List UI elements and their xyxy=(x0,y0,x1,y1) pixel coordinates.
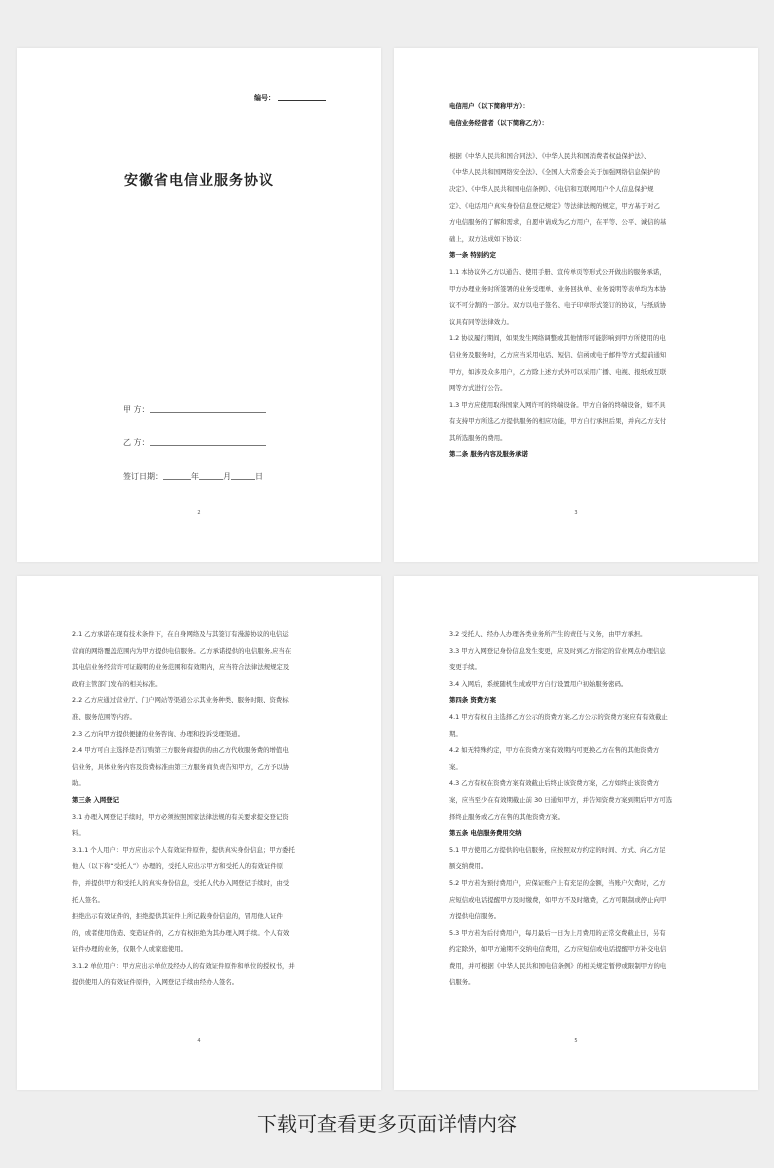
section-heading: 第二条 服务内容及服务承诺 xyxy=(449,450,528,459)
section-heading: 第五条 电信服务费用交纳 xyxy=(449,829,522,838)
page-number: 4 xyxy=(197,1038,201,1044)
text-line: 的，或者使用伪造、变造证件的，乙方有权拒绝为其办理入网手续。个人有效 xyxy=(72,928,290,937)
text-line: 甲方办理业务时所签署的业务受理单、业务回执单、业务说明等表单均为本协 xyxy=(449,284,667,293)
text-line: 约定除外，如甲方逾期不交纳电信费用，乙方应短信或电话提醒甲方补交电信 xyxy=(449,945,667,954)
text-line: 营商的网络覆盖范围内为甲方提供电信服务。乙方承诺提供的电信服务,应当在 xyxy=(72,646,292,655)
page-number: 3 xyxy=(574,510,578,516)
text-line: 额交纳费用。 xyxy=(449,862,488,871)
text-line: 准、服务范围等内容。 xyxy=(72,712,136,721)
text-line: 费用，并可根据《中华人民共和国电信条例》的相关规定暂停或限制甲方的电 xyxy=(449,961,667,970)
text-line: 5.2 甲方若为预付费用户，应保证账户上有充足的金额，当账户欠费时，乙方 xyxy=(449,878,666,887)
text-line: 政府主管部门发布的相关标准。 xyxy=(72,679,162,688)
section-heading: 第四条 资费方案 xyxy=(449,696,496,705)
party-a-line xyxy=(150,412,266,413)
text-line: 其所选服务的费用。 xyxy=(449,433,507,442)
text-line: 5.3 甲方若为后付费用户，每月最后一日为上月费用的正常交费截止日，另有 xyxy=(449,928,666,937)
text-line: 2.3 乙方向甲方提供便捷的业务咨询、办理和投诉受理渠道。 xyxy=(72,729,244,738)
text-line: 方提供电信服务。 xyxy=(449,912,501,921)
text-line: 2.1 乙方承诺在现有技术条件下，在自身网络及与其签订有漫游协议的电信运 xyxy=(72,630,289,638)
section-heading: 第一条 特别约定 xyxy=(449,251,496,260)
text-line: 其电信业务经营许可证载明的业务范围和有效期内，应当符合法律法规规定及 xyxy=(72,663,290,672)
text-line: 信业务，具体业务内容及资费标准由第三方服务商负责告知甲方，乙方予以协 xyxy=(72,762,290,771)
text-line: 网等方式进行公告。 xyxy=(449,384,507,393)
text-line: 案，应当至少在有效期截止前 30 日通知甲方，并告知资费方案到期后甲方可选 xyxy=(449,795,673,804)
text-line xyxy=(449,131,713,148)
text-line: 他人（以下称“受托人”）办理的，受托人应出示甲方和受托人的有效证件原 xyxy=(72,862,284,871)
text-line: 1.1 本协议外乙方以通告、使用手册、宣传单页等形式公开做出的服务承诺， xyxy=(449,267,666,276)
text-line: 方电信服务的了解和需求，自愿申请成为乙方用户，在平等、公平、诚信的基 xyxy=(449,218,667,227)
text-line: 3.1.1 个人用户：甲方应出示个人有效证件原件，提供真实身份信息；甲方委托 xyxy=(72,845,295,854)
text-line: 甲方，如涉及众多用户，乙方除上述方式外可以采用广播、电视、报纸或互联 xyxy=(449,367,667,376)
section-heading: 电信用户（以下简称甲方）： xyxy=(449,102,529,110)
party-a-signature-field xyxy=(123,404,266,415)
text-line: 决定》、《中华人民共和国电信条例》、《电信和互联网用户个人信息保护规 xyxy=(449,184,654,193)
year-line xyxy=(163,479,191,480)
download-more-caption: 下载可查看更多页面详情内容 xyxy=(257,1112,517,1136)
text-line: 信业务及服务时，乙方应当采用电话、短信、信函或电子邮件等方式提前通知 xyxy=(449,350,667,359)
party-a-label: 甲 方： xyxy=(123,405,150,414)
page-2-cover xyxy=(17,48,381,562)
page-3 xyxy=(394,48,758,562)
text-line: 3.1 办理入网登记手续时，甲方必须按照国家法律法规的有关要求提交登记资 xyxy=(72,812,289,821)
text-line: 2.4 甲方可自主选择是否订购第三方服务商提供的由乙方代收服务费的增值电 xyxy=(72,746,289,755)
text-line: 根据《中华人民共和国合同法》、《中华人民共和国消费者权益保护法》、 xyxy=(449,151,651,160)
page-body xyxy=(72,626,336,991)
text-line: 4.3 乙方有权在资费方案有效截止后终止该资费方案，乙方如终止该资费方 xyxy=(449,779,660,788)
text-line: 信服务。 xyxy=(449,978,475,987)
year-label: 年 xyxy=(191,472,199,481)
party-b-line xyxy=(150,445,266,446)
text-line: 3.4 入网后，系统随机生成或甲方自行设置用户初始服务密码。 xyxy=(449,679,628,688)
text-line: 托人签名。 xyxy=(72,895,104,904)
text-line: 3.1.2 单位用户：甲方应出示单位及经办人的有效证件原件和单位的授权书，并 xyxy=(72,961,295,970)
page-body xyxy=(449,98,713,463)
page-number: 2 xyxy=(197,510,201,516)
text-line: 料。 xyxy=(72,829,85,838)
text-line: 拒绝出示有效证件的，拒绝提供其证件上所记载身份信息的，冒用他人证件 xyxy=(72,912,283,921)
contract-number-label: 编号： xyxy=(254,94,275,102)
text-line: 助。 xyxy=(72,779,85,788)
document-title: 安徽省电信业服务协议 xyxy=(124,173,274,189)
text-line: 础上，双方达成如下协议： xyxy=(449,234,526,243)
text-line: 议不可分割的一部分。双方以电子签名、电子印章形式签订的协议，与纸质协 xyxy=(449,301,667,310)
text-line: 择终止服务或乙方在售的其他资费方案。 xyxy=(449,812,565,821)
text-line: 期。 xyxy=(449,729,462,738)
text-line: 3.2 受托人、经办人办理各类业务所产生的责任与义务，由甲方承担。 xyxy=(449,630,647,638)
text-line: 有支持甲方所选乙方提供服务的相应功能，甲方自行承担后果，并向乙方支付 xyxy=(449,417,667,426)
text-line: 定》、《电话用户真实身份信息登记规定》等法律法规的规定，甲方基于对乙 xyxy=(449,201,660,210)
text-line: 5.1 甲方使用乙方提供的电信服务，应按照双方约定的时间、方式、向乙方足 xyxy=(449,845,666,854)
text-line: 提供使用人的有效证件原件，入网登记手续由经办人签名。 xyxy=(72,978,239,987)
text-line: 应短信或电话提醒甲方及时缴费，如甲方不及时缴费，乙方可限制或停止向甲 xyxy=(449,895,667,904)
page-4 xyxy=(17,576,381,1090)
day-line xyxy=(231,479,255,480)
text-line: 2.2 乙方应通过营业厅、门户网站等渠道公示其业务种类、服务时限、资费标 xyxy=(72,696,289,705)
month-line xyxy=(199,479,223,480)
page-5 xyxy=(394,576,758,1090)
party-b-label: 乙 方： xyxy=(123,438,150,447)
month-label: 月 xyxy=(223,472,231,481)
text-line: 议具有同等法律效力。 xyxy=(449,317,513,326)
text-line: 1.3 甲方应使用取得国家入网许可的终端设备。甲方自备的终端设备，如不具 xyxy=(449,400,666,409)
contract-number-field xyxy=(254,93,326,103)
text-line: 证件办理的业务，仅限个人或家庭使用。 xyxy=(72,945,188,954)
text-line: 件，并提供甲方和受托人的真实身份信息，受托人代办入网登记手续时，由受 xyxy=(72,878,290,887)
text-line: 1.2 协议履行期间，如果发生网络调整或其他情形可能影响到甲方所使用的电 xyxy=(449,334,666,343)
text-line: 案。 xyxy=(449,762,462,771)
text-line: 4.2 如无特殊约定，甲方在资费方案有效期内可更换乙方在售的其他资费方 xyxy=(449,746,660,755)
sign-date-field xyxy=(123,471,263,482)
text-line: 4.1 甲方有权自主选择乙方公示的资费方案,乙方公示的资费方案应有有效截止 xyxy=(449,712,668,721)
sign-date-label: 签订日期： xyxy=(123,472,163,481)
text-line: 3.3 甲方入网登记身份信息发生变更，应及时到乙方指定的营业网点办理信息 xyxy=(449,646,666,655)
section-heading: 电信业务经营者（以下简称乙方）： xyxy=(449,118,549,127)
section-heading: 第三条 入网登记 xyxy=(72,795,119,804)
contract-number-line xyxy=(278,100,326,101)
text-line: 变更手续。 xyxy=(449,663,481,672)
page-number: 5 xyxy=(574,1038,578,1044)
day-label: 日 xyxy=(255,472,263,481)
page-body xyxy=(449,626,713,991)
party-b-signature-field xyxy=(123,437,266,448)
text-line: 《中华人民共和国网络安全法》、《全国人大常委会关于加强网络信息保护的 xyxy=(449,168,660,177)
